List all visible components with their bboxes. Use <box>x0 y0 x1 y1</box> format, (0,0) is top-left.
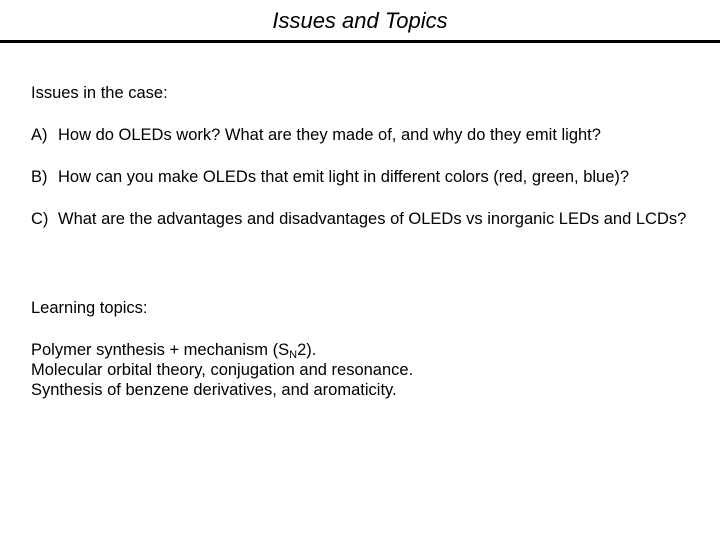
issue-text: How do OLEDs work? What are they made of, and why do they emit light? <box>58 126 601 144</box>
topic-item-orbital: Molecular orbital theory, conjugation and resonance. <box>31 361 414 379</box>
topic-item-polymer <box>31 340 701 360</box>
issue-text: How can you make OLEDs that emit light in different colors (red, green, blue)? <box>58 168 630 186</box>
page-title: Issues and Topics <box>272 8 448 33</box>
learning-topics-list <box>31 340 701 400</box>
topic-subscript: N <box>289 349 298 361</box>
topic-text-prefix: Polymer synthesis + mechanism (S <box>31 341 290 359</box>
title-divider <box>0 40 720 43</box>
issue-text: What are the advantages and disadvantages of OLEDs vs inorganic LEDs and LCDs? <box>58 210 687 228</box>
issue-letter: C) <box>31 210 49 228</box>
topic-item-benzene: Synthesis of benzene derivatives, and aromaticity. <box>31 381 397 399</box>
slide-content <box>31 83 701 400</box>
issue-item-a <box>31 125 701 145</box>
issue-item-c <box>31 209 701 229</box>
issue-letter: A) <box>31 126 48 144</box>
learning-topics-heading: Learning topics: <box>31 299 148 317</box>
issue-letter: B) <box>31 168 48 186</box>
issue-item-b <box>31 167 701 187</box>
issues-heading: Issues in the case: <box>31 84 168 102</box>
topic-text-suffix: 2). <box>297 341 317 359</box>
